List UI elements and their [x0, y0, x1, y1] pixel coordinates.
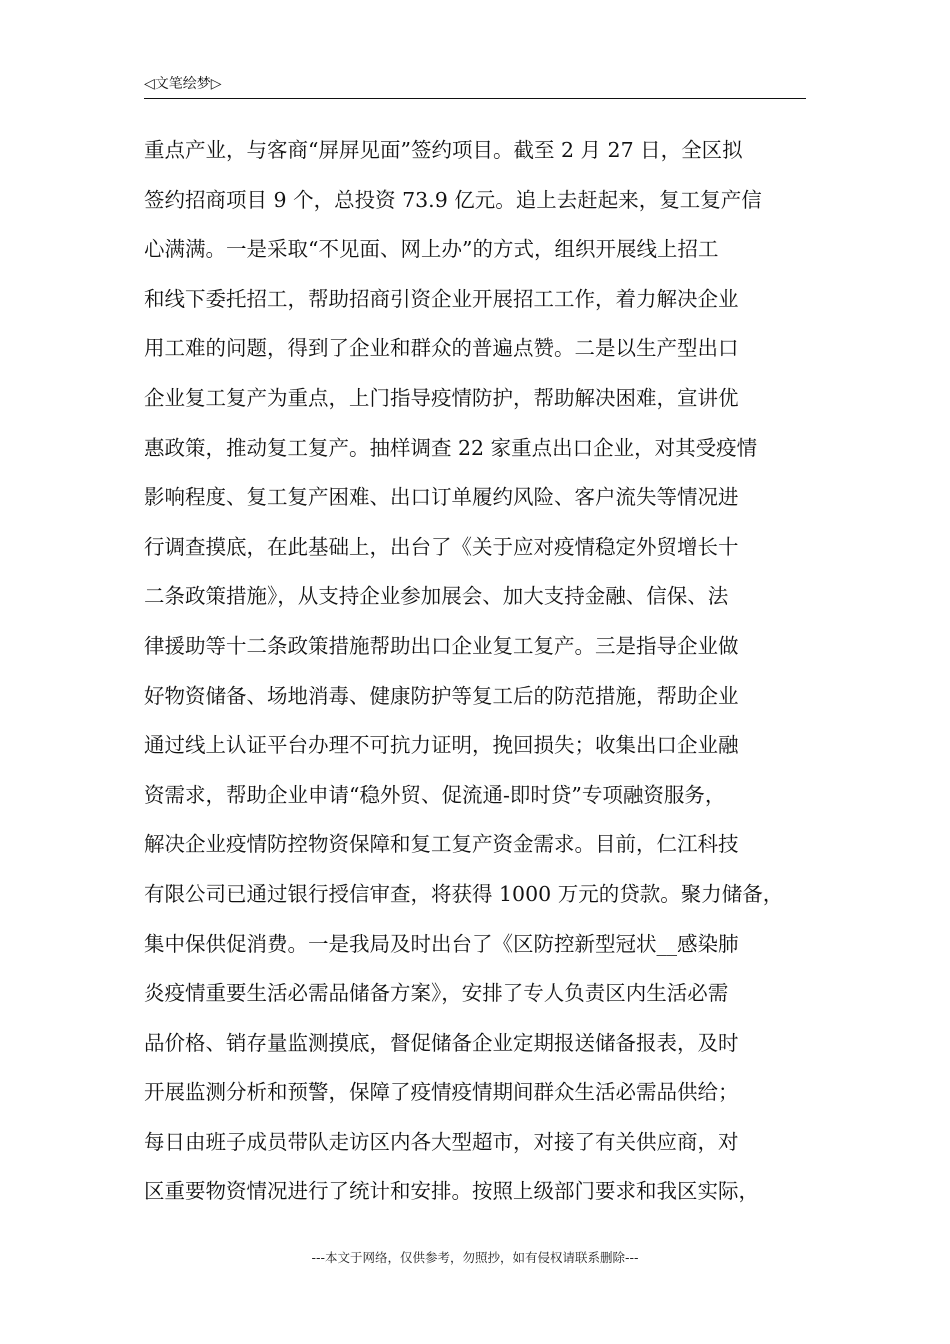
text-line: 和线下委托招工，帮助招商引资企业开展招工工作，着力解决企业 [144, 286, 739, 311]
text-line: 影响程度、复工复产困难、出口订单履约风险、客户流失等情况进 [144, 485, 739, 510]
text-line: 企业复工复产为重点，上门指导疫情防护，帮助解决困难，宣讲优 [144, 385, 739, 410]
text-line: 解决企业疫情防控物资保障和复工复产资金需求。目前，仁江科技 [144, 832, 739, 857]
text-line: 好物资储备、场地消毒、健康防护等复工后的防范措施，帮助企业 [144, 683, 739, 708]
page-footer: ---本文于网络，仅供参考，勿照抄，如有侵权请联系删除--- [311, 1250, 639, 1265]
text-line: 用工难的问题，得到了企业和群众的普遍点赞。二是以生产型出口 [144, 336, 739, 361]
text-line: 通过线上认证平台办理不可抗力证明，挽回损失；收集出口企业融 [144, 733, 739, 758]
text-line: 律援助等十二条政策措施帮助出口企业复工复产。三是指导企业做 [144, 633, 739, 658]
body-text [144, 126, 806, 1217]
text-line: 心满满。一是采取“不见面、网上办”的方式，组织开展线上招工 [144, 237, 719, 262]
text-line: 资需求，帮助企业申请“稳外贸、促流通-即时贷”专项融资服务， [144, 782, 726, 807]
text-line: 行调查摸底，在此基础上，出台了《关于应对疫情稳定外贸增长十 [144, 534, 739, 559]
text-line: 品价格、销存量监测摸底，督促储备企业定期报送储备报表，及时 [144, 1030, 739, 1055]
text-line: 炎疫情重要生活必需品储备方案》，安排了专人负责区内生活必需 [144, 981, 729, 1006]
text-line: 集中保供促消费。一是我局及时出台了《区防控新型冠状__感染肺 [144, 931, 739, 956]
text-line: 惠政策，推动复工复产。抽样调查 22 家重点出口企业，对其受疫情 [144, 435, 758, 460]
text-line: 签约招商项目 9 个，总投资 73.9 亿元。追上去赶起来，复工复产信 [144, 187, 762, 212]
header-title: ◁文笔绘梦▷ [144, 76, 222, 92]
text-line: 二条政策措施》，从支持企业参加展会、加大支持金融、信保、法 [144, 584, 729, 609]
page-header [144, 74, 806, 99]
text-line: 重点产业，与客商“屏屏见面”签约项目。截至 2 月 27 日，全区拟 [144, 138, 743, 162]
text-line: 区重要物资情况进行了统计和安排。按照上级部门要求和我区实际， [144, 1179, 759, 1204]
text-line: 每日由班子成员带队走访区内各大型超市，对接了有关供应商，对 [144, 1129, 739, 1154]
text-line: 有限公司已通过银行授信审查，将获得 1000 万元的贷款。聚力储备， [144, 881, 784, 906]
text-line: 开展监测分析和预警，保障了疫情疫情期间群众生活必需品供给； [144, 1080, 739, 1105]
